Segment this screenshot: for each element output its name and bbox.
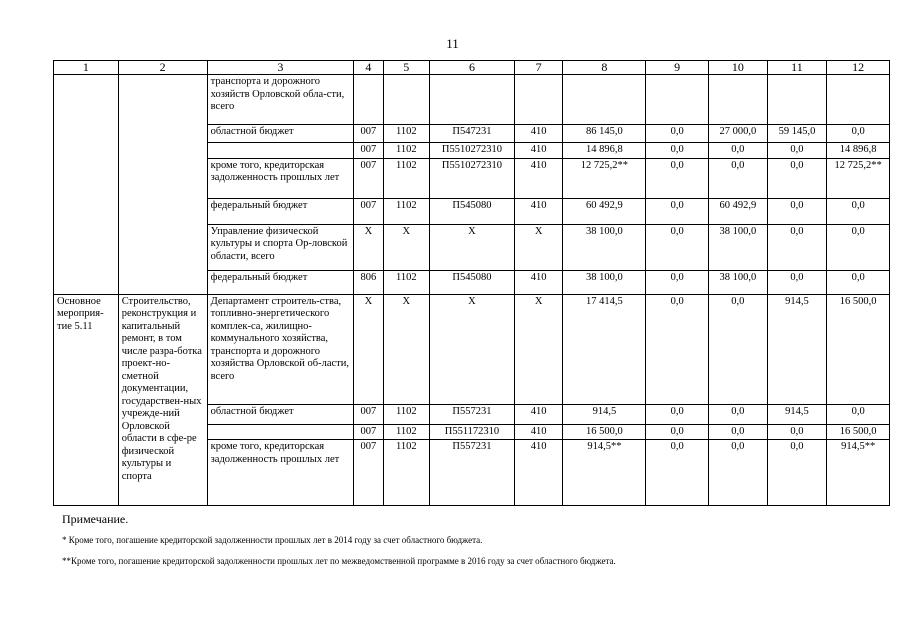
description-cell: Строительство, реконструкция и капитальный ремонт, в том числе разра-ботка проект-но-сметной документации, государствен-ных учрежде-ний Орловской области в сфе-ре физической культуры и спорта <box>118 294 207 506</box>
recipient-cell: транспорта и дорожного хозяйств Орловской обла-сти, всего <box>207 75 354 125</box>
recipient-cell: кроме того, кредиторская задолженность прошлых лет <box>207 440 354 506</box>
section-cell: 1102 <box>383 198 430 224</box>
target-article-cell: П557231 <box>430 404 515 424</box>
expense-type-cell: 410 <box>514 440 563 506</box>
grbs-cell: Х <box>354 224 383 270</box>
section-cell: 1102 <box>383 440 430 506</box>
grbs-cell: 007 <box>354 158 383 198</box>
expense-type-cell: 410 <box>514 404 563 424</box>
expense-type-cell: 410 <box>514 158 563 198</box>
year-cell: 59 145,0 <box>767 125 827 143</box>
year-cell: 0,0 <box>646 158 709 198</box>
expense-type-cell: Х <box>514 224 563 270</box>
year-cell: 0,0 <box>709 158 768 198</box>
footnote-double-star: **Кроме того, погашение кредиторской задолженности прошлых лет по межведомственной программе в 2016 году за счет областного бюджета. <box>62 556 616 566</box>
year-cell: 0,0 <box>646 440 709 506</box>
header-cell: 2 <box>118 61 207 75</box>
total-cell: 38 100,0 <box>563 270 646 294</box>
year-cell <box>646 75 709 125</box>
target-article-cell <box>430 75 515 125</box>
target-article-cell: Х <box>430 294 515 404</box>
total-cell: 16 500,0 <box>563 424 646 440</box>
total-cell: 14 896,8 <box>563 143 646 159</box>
target-article-cell: Х <box>430 224 515 270</box>
target-article-cell: П545080 <box>430 270 515 294</box>
target-article-cell: П545080 <box>430 198 515 224</box>
year-cell: 0,0 <box>827 198 890 224</box>
expense-type-cell: 410 <box>514 424 563 440</box>
header-cell: 1 <box>54 61 119 75</box>
target-article-cell: П557231 <box>430 440 515 506</box>
header-cell: 11 <box>767 61 827 75</box>
year-cell: 914,5 <box>767 404 827 424</box>
notes-section <box>62 512 882 577</box>
section-cell: 1102 <box>383 143 430 159</box>
year-cell <box>827 75 890 125</box>
budget-table <box>53 60 890 506</box>
year-cell: 914,5** <box>827 440 890 506</box>
grbs-cell: 806 <box>354 270 383 294</box>
recipient-cell: кроме того, кредиторская задолженность прошлых лет <box>207 158 354 198</box>
year-cell: 38 100,0 <box>709 270 768 294</box>
expense-type-cell: 410 <box>514 143 563 159</box>
year-cell: 0,0 <box>767 440 827 506</box>
target-article-cell: П551172310 <box>430 424 515 440</box>
total-cell: 914,5** <box>563 440 646 506</box>
expense-type-cell: 410 <box>514 125 563 143</box>
recipient-cell: федеральный бюджет <box>207 270 354 294</box>
total-cell: 86 145,0 <box>563 125 646 143</box>
page-number: 11 <box>446 36 459 51</box>
header-cell: 10 <box>709 61 768 75</box>
section-cell: 1102 <box>383 424 430 440</box>
year-cell: 0,0 <box>767 198 827 224</box>
table-row <box>54 75 890 125</box>
grbs-cell: 007 <box>354 198 383 224</box>
year-cell: 0,0 <box>767 158 827 198</box>
year-cell: 16 500,0 <box>827 424 890 440</box>
header-cell: 4 <box>354 61 383 75</box>
year-cell: 0,0 <box>646 143 709 159</box>
grbs-cell: 007 <box>354 143 383 159</box>
grbs-cell: 007 <box>354 404 383 424</box>
expense-type-cell: 410 <box>514 198 563 224</box>
grbs-cell: Х <box>354 294 383 404</box>
event-cell-empty <box>54 75 119 295</box>
header-cell: 7 <box>514 61 563 75</box>
year-cell: 0,0 <box>827 404 890 424</box>
year-cell: 0,0 <box>646 270 709 294</box>
year-cell: 914,5 <box>767 294 827 404</box>
year-cell: 38 100,0 <box>709 224 768 270</box>
total-cell: 38 100,0 <box>563 224 646 270</box>
description-cell-empty <box>118 75 207 295</box>
year-cell: 0,0 <box>709 294 768 404</box>
year-cell <box>709 75 768 125</box>
header-cell: 9 <box>646 61 709 75</box>
table-header-row <box>54 61 890 75</box>
event-cell: Основное мероприя-тие 5.11 <box>54 294 119 506</box>
year-cell: 0,0 <box>767 143 827 159</box>
section-cell: Х <box>383 224 430 270</box>
year-cell: 0,0 <box>646 424 709 440</box>
target-article-cell: П5510272310 <box>430 143 515 159</box>
grbs-cell: 007 <box>354 125 383 143</box>
year-cell: 0,0 <box>767 424 827 440</box>
year-cell: 0,0 <box>767 270 827 294</box>
year-cell: 0,0 <box>827 224 890 270</box>
year-cell: 60 492,9 <box>709 198 768 224</box>
year-cell: 0,0 <box>646 125 709 143</box>
total-cell: 60 492,9 <box>563 198 646 224</box>
year-cell: 0,0 <box>646 294 709 404</box>
year-cell: 16 500,0 <box>827 294 890 404</box>
year-cell: 27 000,0 <box>709 125 768 143</box>
notes-heading: Примечание. <box>62 512 129 526</box>
table-row <box>54 294 890 404</box>
header-cell: 6 <box>430 61 515 75</box>
year-cell: 12 725,2** <box>827 158 890 198</box>
section-cell <box>383 75 430 125</box>
grbs-cell: 007 <box>354 440 383 506</box>
header-cell: 12 <box>827 61 890 75</box>
year-cell: 0,0 <box>709 404 768 424</box>
section-cell: Х <box>383 294 430 404</box>
year-cell: 0,0 <box>709 424 768 440</box>
grbs-cell <box>354 75 383 125</box>
total-cell: 17 414,5 <box>563 294 646 404</box>
year-cell: 0,0 <box>709 143 768 159</box>
year-cell: 14 896,8 <box>827 143 890 159</box>
recipient-cell <box>207 424 354 440</box>
year-cell: 0,0 <box>827 270 890 294</box>
target-article-cell: П547231 <box>430 125 515 143</box>
year-cell: 0,0 <box>646 224 709 270</box>
section-cell: 1102 <box>383 404 430 424</box>
header-cell: 3 <box>207 61 354 75</box>
target-article-cell: П5510272310 <box>430 158 515 198</box>
total-cell: 12 725,2** <box>563 158 646 198</box>
total-cell: 914,5 <box>563 404 646 424</box>
expense-type-cell <box>514 75 563 125</box>
expense-type-cell: 410 <box>514 270 563 294</box>
section-cell: 1102 <box>383 125 430 143</box>
year-cell: 0,0 <box>709 440 768 506</box>
year-cell: 0,0 <box>767 224 827 270</box>
section-cell: 1102 <box>383 158 430 198</box>
year-cell <box>767 75 827 125</box>
recipient-cell: федеральный бюджет <box>207 198 354 224</box>
section-cell: 1102 <box>383 270 430 294</box>
grbs-cell: 007 <box>354 424 383 440</box>
recipient-cell <box>207 143 354 159</box>
expense-type-cell: Х <box>514 294 563 404</box>
header-cell: 5 <box>383 61 430 75</box>
total-cell <box>563 75 646 125</box>
header-cell: 8 <box>563 61 646 75</box>
recipient-cell: областной бюджет <box>207 404 354 424</box>
year-cell: 0,0 <box>646 198 709 224</box>
year-cell: 0,0 <box>827 125 890 143</box>
recipient-cell: Управление физической культуры и спорта Ор-ловской области, всего <box>207 224 354 270</box>
recipient-cell: областной бюджет <box>207 125 354 143</box>
footnote-single-star: * Кроме того, погашение кредиторской задолженности прошлых лет в 2014 году за счет областного бюджета. <box>62 535 483 545</box>
recipient-cell: Департамент строитель-ства, топливно-энергетического комплек-са, жилищно-коммунального хозяйства, транспорта и дорожного хозяйства Орловской об-ласти, всего <box>207 294 354 404</box>
year-cell: 0,0 <box>646 404 709 424</box>
